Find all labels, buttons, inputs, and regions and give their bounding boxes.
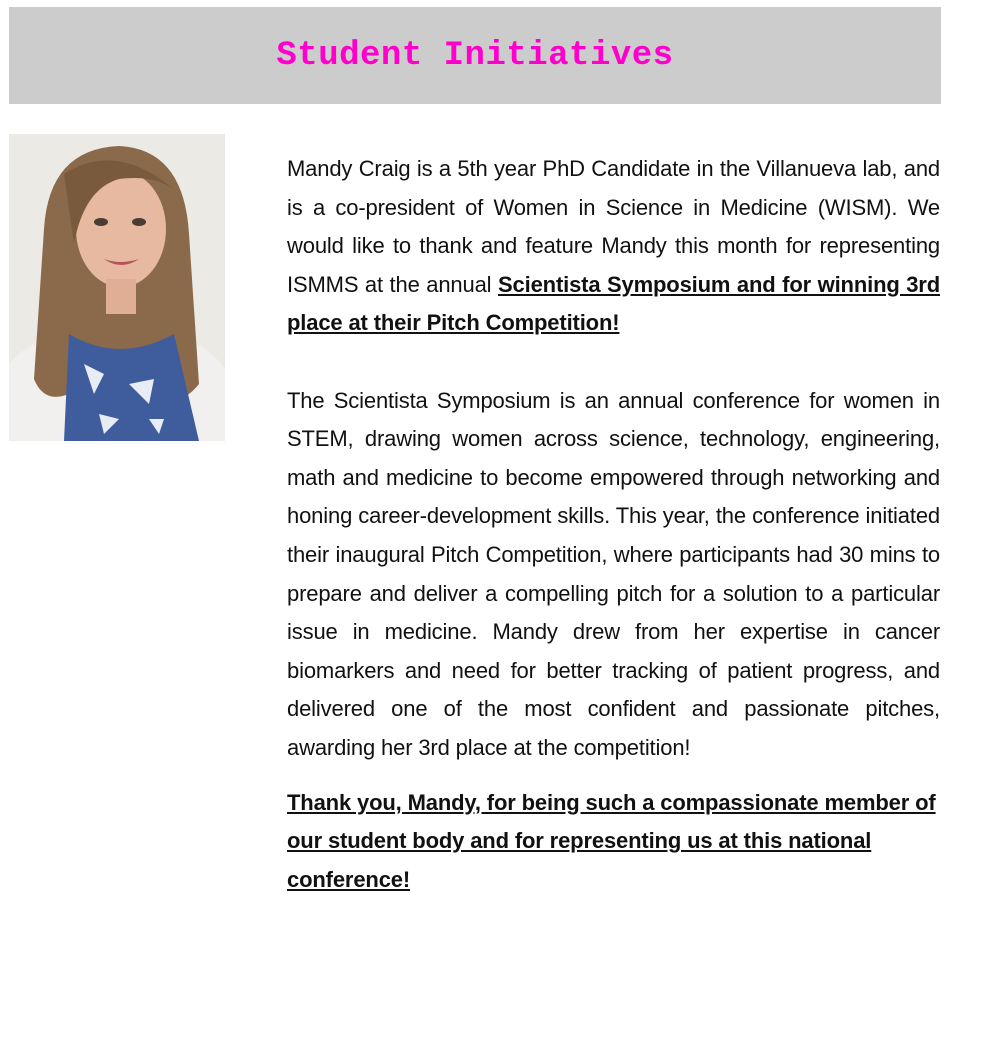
portrait-photo xyxy=(9,134,225,441)
article-body xyxy=(287,150,940,899)
section-header xyxy=(9,7,941,104)
paragraph-intro xyxy=(287,150,940,343)
paragraph-thanks: Thank you, Mandy, for being such a compassionate member of our student body and for representing us at this national conference! xyxy=(287,789,936,892)
portrait-icon xyxy=(9,134,225,441)
section-title: Student Initiatives xyxy=(276,36,674,75)
intro-text: Mandy Craig is a 5th year PhD Candidate in the Villanueva lab, and is a co-president of Women in Science in Medicine (WISM). We would like to thank and feature Mandy this month for representing ISMMS at the annual xyxy=(287,156,940,297)
paragraph-symposium: The Scientista Symposium is an annual conference for women in STEM, drawing women across science, technology, engineering, math and medicine to become empowered through networking and honing career-development skills. This year, the conference initiated their inaugural Pitch Competition, where participants had 30 mins to prepare and deliver a compelling pitch for a solution to a particular issue in medicine. Mandy drew from her expertise in cancer biomarkers and need for better tracking of patient progress, and delivered one of the most confident and passionate pitches, awarding her 3rd place at the competition! xyxy=(287,387,940,760)
scientista-link[interactable]: Scientista Symposium and for winning 3rd place at their Pitch Competition! xyxy=(287,271,940,336)
